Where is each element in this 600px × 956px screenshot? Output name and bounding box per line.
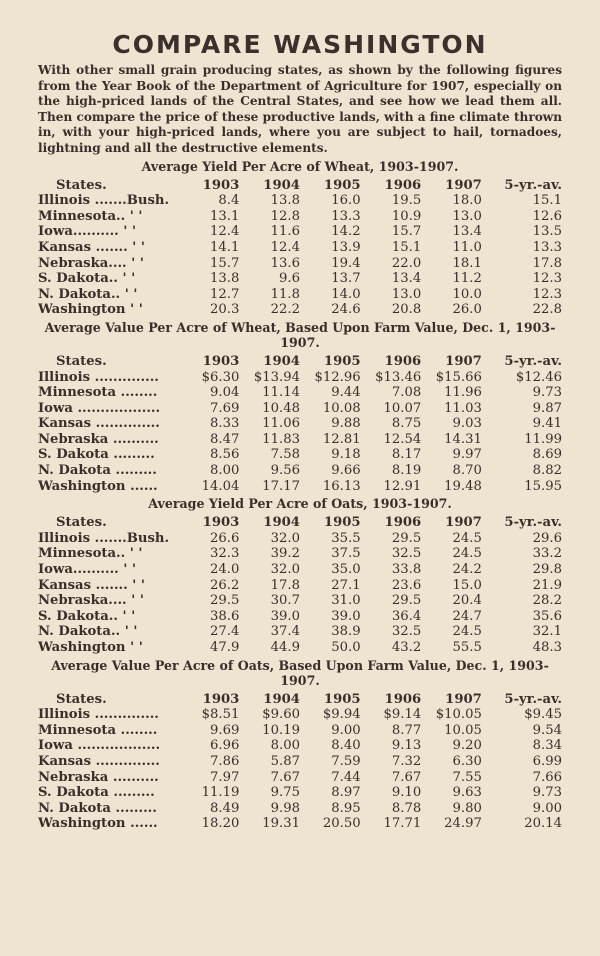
- table-cell: 15.1: [532, 193, 562, 209]
- column-header: 1904: [263, 691, 300, 707]
- table-cell: 32.0: [270, 562, 300, 578]
- state-name: Nebraska.... ' ': [38, 593, 144, 609]
- table-cell: 20.14: [524, 816, 562, 832]
- table-row: [38, 271, 562, 287]
- state-name: Iowa.......... ' ': [38, 224, 137, 240]
- table-cell: 38.6: [209, 608, 240, 624]
- table-cell: 12.3: [532, 271, 562, 287]
- table-cell: $9.45: [524, 707, 562, 723]
- table-cell: $12.46: [515, 369, 562, 385]
- table-cell: 8.40: [331, 738, 361, 754]
- table-cell: 12.4: [270, 239, 300, 255]
- column-header: 1904: [263, 177, 300, 193]
- table-cell: 9.04: [209, 385, 240, 401]
- table-cell: 33.8: [391, 562, 422, 578]
- table-cell: 17.17: [262, 478, 300, 494]
- table-cell: 26.6: [209, 530, 240, 546]
- table-header-row: [38, 178, 562, 194]
- table-cell: 14.31: [444, 431, 482, 447]
- table-cell: 14.2: [331, 224, 361, 240]
- table-cell: 9.03: [452, 416, 482, 432]
- table-cell: 11.06: [262, 416, 300, 432]
- table-cell: 11.8: [270, 286, 300, 302]
- table-cell: 9.87: [532, 400, 562, 416]
- table-cell: 9.44: [331, 385, 361, 401]
- table-cell: $10.05: [435, 707, 482, 723]
- table-cell: 8.49: [209, 800, 240, 816]
- table-cell: $9.14: [383, 707, 422, 723]
- column-header: 1907: [445, 177, 482, 193]
- table-cell: $13.94: [253, 369, 300, 385]
- table-cell: 10.0: [452, 286, 482, 302]
- table-cell: 9.00: [532, 800, 562, 816]
- column-header: 1904: [263, 353, 300, 369]
- table-cell: 7.97: [209, 769, 240, 785]
- column-header: 1905: [323, 353, 361, 369]
- table-cell: 8.34: [532, 738, 562, 754]
- table-cell: 13.4: [452, 224, 482, 240]
- table-cell: 32.5: [391, 624, 422, 640]
- table-cell: 6.99: [532, 753, 562, 769]
- table-cell: 26.2: [209, 577, 240, 593]
- table-cell: 9.00: [331, 722, 361, 738]
- table-row: [38, 816, 562, 832]
- table-cell: 19.31: [262, 816, 300, 832]
- column-header: 1906: [384, 691, 422, 707]
- table-cell: 22.0: [391, 255, 422, 271]
- state-name: Nebraska.... ' ': [38, 255, 144, 271]
- table-cell: 6.96: [209, 738, 240, 754]
- table-cell: 18.0: [452, 193, 482, 209]
- table-cell: 12.54: [383, 431, 422, 447]
- table-cell: 13.9: [331, 239, 361, 255]
- table-cell: 10.19: [262, 722, 300, 738]
- table-cell: 11.19: [201, 785, 240, 801]
- data-table: [38, 354, 562, 494]
- table-cell: 7.67: [391, 769, 422, 785]
- state-name: Kansas ....... ' ': [38, 577, 145, 593]
- table-row: [38, 738, 562, 754]
- column-header: 1906: [384, 515, 422, 531]
- section-title: Average Yield Per Acre of Wheat, 1903-1907.: [141, 158, 459, 174]
- table-cell: 20.8: [391, 302, 422, 318]
- table-cell: 35.0: [331, 562, 361, 578]
- column-header: 1904: [263, 515, 300, 531]
- table-cell: 13.0: [452, 208, 482, 224]
- section-title: Average Yield Per Acre of Oats, 1903-1907.: [148, 496, 452, 512]
- state-name: Minnesota.. ' ': [38, 546, 143, 562]
- table-cell: 12.3: [532, 286, 562, 302]
- table-cell: 8.78: [391, 800, 422, 816]
- section-title: Average Value Per Acre of Wheat, Based Upon Farm Value, Dec. 1, 1903-1907.: [44, 319, 556, 350]
- table-cell: 11.99: [524, 431, 562, 447]
- table-cell: 43.2: [391, 640, 422, 655]
- column-header: 1906: [384, 353, 422, 369]
- state-name: Washington ' ': [38, 640, 143, 655]
- table-row: [38, 385, 562, 401]
- table-cell: 11.96: [444, 385, 482, 401]
- table-cell: 8.77: [391, 722, 422, 738]
- table-cell: 8.70: [452, 463, 482, 479]
- table-cell: 13.8: [209, 271, 240, 287]
- state-name: Minnesota ........: [38, 722, 158, 738]
- table-header-row: [38, 354, 562, 370]
- column-header: States.: [56, 177, 107, 193]
- table-cell: 35.6: [532, 608, 562, 624]
- table-cell: 32.1: [532, 624, 562, 640]
- table-row: [38, 432, 562, 448]
- state-name: S. Dakota.. ' ': [38, 608, 136, 624]
- state-name: N. Dakota .........: [38, 800, 157, 816]
- table-cell: 8.4: [218, 193, 240, 209]
- table-cell: 28.2: [532, 593, 562, 609]
- state-name: S. Dakota.. ' ': [38, 271, 136, 287]
- table-cell: 36.4: [391, 608, 422, 624]
- state-name: Illinois .......Bush.: [38, 530, 170, 546]
- table-cell: 8.82: [532, 463, 562, 479]
- table-cell: 11.03: [444, 400, 482, 416]
- table-cell: 20.3: [209, 302, 240, 318]
- column-header: 1903: [202, 515, 240, 531]
- table-cell: $9.60: [262, 707, 300, 723]
- column-header: 1907: [445, 353, 482, 369]
- table-cell: 32.3: [209, 546, 240, 562]
- table-cell: 9.66: [331, 463, 361, 479]
- column-header: 1903: [202, 353, 240, 369]
- table-cell: 35.5: [331, 530, 361, 546]
- table-cell: 24.97: [444, 816, 482, 832]
- table-row: [38, 302, 562, 318]
- table-cell: 8.56: [209, 447, 240, 463]
- table-cell: 32.5: [391, 546, 422, 562]
- table-cell: 9.88: [331, 416, 361, 432]
- table-row: [38, 193, 562, 209]
- table-cell: 9.54: [532, 722, 562, 738]
- column-header: States.: [56, 353, 107, 369]
- table-cell: 7.55: [452, 769, 482, 785]
- table-cell: 9.20: [452, 738, 482, 754]
- table-row: [38, 209, 562, 225]
- table-cell: 14.1: [209, 239, 240, 255]
- table-cell: 9.41: [532, 416, 562, 432]
- table-cell: 10.05: [444, 722, 482, 738]
- table-cell: 8.33: [209, 416, 240, 432]
- table-cell: 24.5: [452, 530, 482, 546]
- table-cell: 30.7: [270, 593, 300, 609]
- table-cell: 15.7: [391, 224, 422, 240]
- table-row: [38, 562, 562, 578]
- table-cell: 27.1: [331, 577, 361, 593]
- table-cell: 13.5: [532, 224, 562, 240]
- table-cell: 13.1: [209, 208, 240, 224]
- table-cell: 18.1: [452, 255, 482, 271]
- table-cell: 24.7: [452, 608, 482, 624]
- table-cell: 17.8: [270, 577, 300, 593]
- table-cell: 44.9: [270, 640, 300, 655]
- column-header: 5-yr.-av.: [504, 515, 562, 531]
- table-row: [38, 370, 562, 386]
- table-row: [38, 785, 562, 801]
- state-name: Kansas ..............: [38, 753, 160, 769]
- table-cell: 9.69: [209, 722, 240, 738]
- intro-paragraph: With other small grain producing states, as shown by the following figures from the Year Book of the Department of Agriculture for 1907, especially on the high-priced lands of the Central States, and see how we lead them all. Then compare the price of these productive lands, with a fine climate thrown in, with your high-priced lands, where you are subject to hail, tornadoes, lightning and all the destructive elements.: [38, 63, 562, 155]
- table-cell: 6.30: [452, 753, 482, 769]
- table-cell: 55.5: [452, 640, 482, 655]
- table-cell: 29.5: [209, 593, 240, 609]
- table-cell: 20.50: [322, 816, 361, 832]
- table-row: [38, 624, 562, 640]
- table-row: [38, 531, 562, 547]
- table-cell: 9.73: [532, 785, 562, 801]
- table-row: [38, 287, 562, 303]
- column-header: 1905: [323, 691, 361, 707]
- table-cell: 22.2: [270, 302, 300, 318]
- table-cell: 13.8: [270, 193, 300, 209]
- table-row: [38, 640, 562, 656]
- table-cell: 11.0: [452, 239, 482, 255]
- table-cell: 8.95: [331, 800, 361, 816]
- table-cell: 7.66: [532, 769, 562, 785]
- column-header: 1905: [323, 515, 361, 531]
- table-cell: 7.86: [209, 753, 240, 769]
- state-name: N. Dakota .........: [38, 463, 157, 479]
- table-cell: 8.97: [331, 785, 361, 801]
- table-cell: $8.51: [201, 707, 240, 723]
- table-cell: 7.44: [331, 769, 361, 785]
- table-row: [38, 447, 562, 463]
- table-cell: 11.6: [270, 224, 300, 240]
- table-cell: 8.17: [391, 447, 422, 463]
- table-row: [38, 578, 562, 594]
- table-row: [38, 401, 562, 417]
- table-cell: 31.0: [331, 593, 361, 609]
- table-cell: 13.0: [391, 286, 422, 302]
- column-header: 1903: [202, 177, 240, 193]
- table-cell: 9.10: [391, 785, 422, 801]
- table-cell: 33.2: [532, 546, 562, 562]
- table-cell: 19.4: [331, 255, 361, 271]
- table-cell: 13.3: [532, 239, 562, 255]
- table-cell: 29.5: [391, 593, 422, 609]
- data-table: [38, 178, 562, 318]
- column-header: 1906: [384, 177, 422, 193]
- table-cell: 7.08: [391, 385, 422, 401]
- table-cell: 10.48: [262, 400, 300, 416]
- data-table: [38, 692, 562, 832]
- column-header: 5-yr.-av.: [504, 177, 562, 193]
- table-cell: $6.30: [201, 369, 240, 385]
- table-cell: 17.8: [532, 255, 562, 271]
- table-row: [38, 754, 562, 770]
- table-cell: 8.75: [391, 416, 422, 432]
- column-header: 1907: [445, 691, 482, 707]
- table-cell: 9.18: [331, 447, 361, 463]
- table-cell: 21.9: [532, 577, 562, 593]
- table-cell: 7.69: [209, 400, 240, 416]
- table-cell: 47.9: [209, 640, 240, 655]
- table-row: [38, 609, 562, 625]
- table-cell: 16.13: [322, 478, 361, 494]
- table-cell: 26.0: [452, 302, 482, 318]
- table-cell: 12.91: [383, 478, 422, 494]
- table-cell: 32.0: [270, 530, 300, 546]
- table-cell: 14.04: [201, 478, 240, 494]
- table-cell: 12.7: [209, 286, 240, 302]
- table-cell: 8.47: [209, 431, 240, 447]
- tables-container: [38, 159, 562, 832]
- table-cell: 16.0: [331, 193, 361, 209]
- column-header: 5-yr.-av.: [504, 353, 562, 369]
- table-cell: 15.0: [452, 577, 482, 593]
- state-name: Illinois ..............: [38, 707, 159, 723]
- table-row: [38, 723, 562, 739]
- state-name: Washington ......: [38, 478, 158, 494]
- state-name: N. Dakota.. ' ': [38, 286, 138, 302]
- column-header: 1903: [202, 691, 240, 707]
- table-cell: 7.59: [331, 753, 361, 769]
- table-row: [38, 479, 562, 495]
- state-name: Iowa ..................: [38, 738, 161, 754]
- table-cell: 24.5: [452, 624, 482, 640]
- table-cell: 37.5: [331, 546, 361, 562]
- table-cell: $13.46: [375, 369, 422, 385]
- table-cell: 17.71: [383, 816, 422, 832]
- page-title: COMPARE WASHINGTON: [112, 30, 488, 59]
- table-cell: 7.67: [270, 769, 300, 785]
- state-name: Illinois .......Bush.: [38, 193, 170, 209]
- table-cell: 37.4: [270, 624, 300, 640]
- column-header: States.: [56, 691, 107, 707]
- state-name: Kansas ....... ' ': [38, 239, 145, 255]
- table-cell: 9.75: [270, 785, 300, 801]
- table-cell: 11.83: [262, 431, 300, 447]
- table-cell: 13.3: [331, 208, 361, 224]
- table-cell: 14.0: [331, 286, 361, 302]
- table-cell: 13.6: [270, 255, 300, 271]
- state-name: Minnesota ........: [38, 385, 158, 401]
- table-cell: 29.8: [532, 562, 562, 578]
- table-cell: 13.4: [391, 271, 422, 287]
- table-header-row: [38, 515, 562, 531]
- table-cell: 50.0: [331, 640, 361, 655]
- table-cell: 9.97: [452, 447, 482, 463]
- table-row: [38, 416, 562, 432]
- table-cell: 24.5: [452, 546, 482, 562]
- state-name: Illinois ..............: [38, 369, 159, 385]
- table-cell: 9.73: [532, 385, 562, 401]
- column-header: 5-yr.-av.: [504, 691, 562, 707]
- table-cell: 5.87: [270, 753, 300, 769]
- state-name: Washington ......: [38, 816, 158, 832]
- table-row: [38, 707, 562, 723]
- table-cell: 18.20: [201, 816, 240, 832]
- table-cell: 12.6: [532, 208, 562, 224]
- table-cell: 7.58: [270, 447, 300, 463]
- table-cell: 7.32: [391, 753, 422, 769]
- table-cell: 12.81: [322, 431, 361, 447]
- table-row: [38, 546, 562, 562]
- table-cell: 15.1: [391, 239, 422, 255]
- table-row: [38, 801, 562, 817]
- table-cell: 9.63: [452, 785, 482, 801]
- table-cell: 39.2: [270, 546, 300, 562]
- table-cell: 12.8: [270, 208, 300, 224]
- table-cell: 13.7: [331, 271, 361, 287]
- table-cell: 24.6: [331, 302, 361, 318]
- table-row: [38, 593, 562, 609]
- table-cell: 20.4: [452, 593, 482, 609]
- table-cell: 15.95: [524, 478, 562, 494]
- table-cell: 24.0: [209, 562, 240, 578]
- state-name: Minnesota.. ' ': [38, 208, 143, 224]
- table-cell: 19.5: [391, 193, 422, 209]
- table-cell: 8.00: [209, 463, 240, 479]
- state-name: Iowa ..................: [38, 400, 161, 416]
- table-cell: $12.96: [314, 369, 361, 385]
- table-cell: 8.69: [532, 447, 562, 463]
- table-cell: 10.08: [322, 400, 361, 416]
- state-name: Iowa.......... ' ': [38, 562, 137, 578]
- table-cell: 11.14: [262, 385, 300, 401]
- column-header: 1907: [445, 515, 482, 531]
- table-cell: 8.19: [391, 463, 422, 479]
- table-cell: 29.5: [391, 530, 422, 546]
- table-cell: 9.98: [270, 800, 300, 816]
- table-cell: $9.94: [322, 707, 361, 723]
- table-row: [38, 770, 562, 786]
- state-name: Kansas ..............: [38, 416, 160, 432]
- state-name: Nebraska ..........: [38, 431, 159, 447]
- state-name: S. Dakota .........: [38, 785, 155, 801]
- table-cell: 15.7: [209, 255, 240, 271]
- table-cell: 12.4: [209, 224, 240, 240]
- table-cell: 48.3: [532, 640, 562, 655]
- table-cell: 39.0: [331, 608, 361, 624]
- table-row: [38, 240, 562, 256]
- table-row: [38, 224, 562, 240]
- table-cell: 11.2: [452, 271, 482, 287]
- table-cell: 29.6: [532, 530, 562, 546]
- state-name: Nebraska ..........: [38, 769, 159, 785]
- table-cell: 39.0: [270, 608, 300, 624]
- table-cell: 22.8: [532, 302, 562, 318]
- table-cell: 19.48: [444, 478, 482, 494]
- table-cell: 9.6: [279, 271, 300, 287]
- table-row: [38, 256, 562, 272]
- table-cell: 10.07: [383, 400, 422, 416]
- table-cell: $15.66: [435, 369, 482, 385]
- table-cell: 24.2: [452, 562, 482, 578]
- column-header: States.: [56, 515, 107, 531]
- table-cell: 27.4: [209, 624, 240, 640]
- table-cell: 23.6: [391, 577, 422, 593]
- state-name: S. Dakota .........: [38, 447, 155, 463]
- table-row: [38, 463, 562, 479]
- table-cell: 9.80: [452, 800, 482, 816]
- table-cell: 8.00: [270, 738, 300, 754]
- data-table: [38, 515, 562, 655]
- column-header: 1905: [323, 177, 361, 193]
- table-header-row: [38, 692, 562, 708]
- state-name: N. Dakota.. ' ': [38, 624, 138, 640]
- table-cell: 9.56: [270, 463, 300, 479]
- table-cell: 9.13: [391, 738, 422, 754]
- table-cell: 38.9: [331, 624, 361, 640]
- state-name: Washington ' ': [38, 302, 143, 318]
- table-cell: 10.9: [391, 208, 422, 224]
- section-title: Average Value Per Acre of Oats, Based Upon Farm Value, Dec. 1, 1903-1907.: [51, 657, 549, 688]
